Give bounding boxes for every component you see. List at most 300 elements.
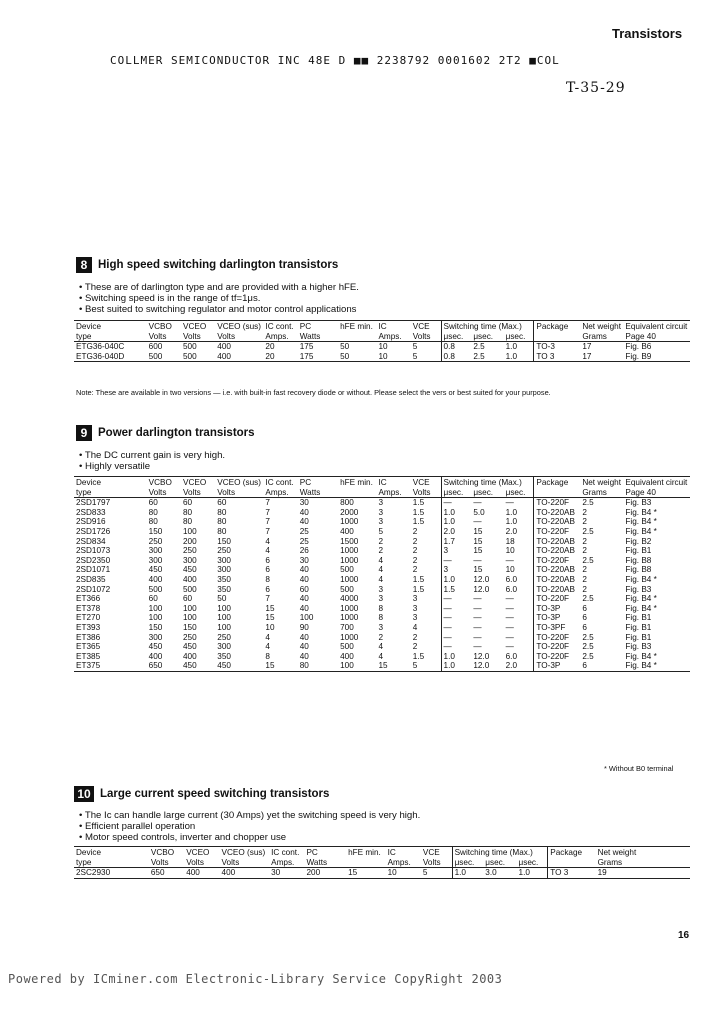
table-row (74, 594, 690, 604)
table-cell: 150 (148, 526, 163, 536)
table-cell: 3 (378, 584, 384, 594)
table-cell: 1.0 (443, 507, 455, 517)
unit-volts: Volts (182, 331, 201, 341)
unit-volts: Volts (150, 857, 169, 867)
th-ic2: IC (378, 478, 387, 487)
table-row (74, 633, 690, 643)
table-cell: 100 (182, 526, 197, 536)
table-cell: 6 (265, 584, 270, 594)
unit-volts: Volts (217, 331, 236, 341)
table-cell: 25 (299, 536, 309, 546)
th-type: type (76, 857, 92, 867)
table-cell: 2 (582, 546, 587, 556)
table-row (74, 604, 690, 614)
table-cell: 350 (217, 584, 231, 594)
table-cell: TO-220AB (536, 565, 575, 575)
table-cell: 500 (340, 584, 354, 594)
unit-amps: Amps. (265, 331, 289, 341)
table-cell: 2000 (340, 507, 359, 517)
table-cell: 12.0 (473, 574, 490, 584)
table-cell: 1.0 (443, 517, 455, 527)
table-cell: 1.5 (411, 652, 441, 662)
th-vce: VCE (411, 321, 441, 332)
unit-usec: μsec. (485, 857, 506, 867)
table-cell: — (473, 517, 482, 527)
table-cell: 50 (340, 342, 350, 352)
table-cell: 15 (473, 536, 483, 546)
table-cell: Fig. B9 (625, 351, 652, 361)
table-cell: 7 (265, 507, 270, 517)
table-cell: 400 (217, 342, 231, 352)
bullet: • Switching speed is in the range of tf=1μs. (79, 293, 261, 304)
table-cell: 6.0 (504, 575, 534, 585)
table-cell: 500 (340, 565, 354, 575)
table-cell: Fig. B4 * (625, 651, 657, 661)
table-row (74, 537, 690, 547)
table-cell: 500 (148, 351, 163, 361)
table-cell: 7 (265, 517, 270, 527)
table-cell: 2 (582, 574, 587, 584)
unit-watts: Watts (299, 331, 321, 341)
table-cell: 2 (582, 584, 587, 594)
table-cell: Fig. B4 * (625, 517, 657, 527)
table-cell: 2.5 (582, 642, 594, 652)
th-vceo-sus: VCEO (sus) (221, 848, 266, 857)
table-cell: 6 (582, 603, 587, 613)
table-cell: 3 (411, 613, 441, 623)
table-cell: 1000 (340, 574, 359, 584)
table-cell: 4 (265, 546, 270, 556)
table-cell: 18 (504, 537, 534, 547)
table-cell: 6.0 (504, 585, 534, 595)
table-cell: TO-220AB (536, 546, 575, 556)
table-cell: 250 (217, 546, 231, 556)
table-cell: 350 (217, 574, 231, 584)
category-title: Transistors (612, 26, 683, 41)
unit-usec: μsec. (517, 858, 548, 868)
table-cell: ET270 (76, 613, 101, 623)
table-cell: 7 (265, 498, 270, 508)
unit-volts: Volts (221, 857, 240, 867)
th-vceo-sus: VCEO (sus) (217, 322, 261, 331)
table-cell: 100 (182, 613, 197, 623)
table-cell: 100 (148, 613, 163, 623)
table-cell: 3 (378, 517, 384, 527)
table-cell: 4 (378, 565, 384, 575)
th-vceo: VCEO (182, 478, 207, 487)
table-cell: ETG36-040D (76, 351, 125, 361)
table-cell: 40 (299, 574, 309, 584)
table-cell: — (473, 642, 482, 652)
table-cell: 3 (378, 622, 384, 632)
table-cell: 2.5 (582, 555, 594, 565)
table-cell: Fig. B1 (625, 632, 652, 642)
table-row (74, 661, 690, 671)
table-cell: — (443, 622, 452, 632)
section-8-bullets (79, 282, 359, 315)
table-cell: 10 (387, 868, 397, 878)
table-cell: 150 (182, 622, 197, 632)
table-cell: 5 (421, 868, 452, 879)
table-cell: TO-220AB (536, 584, 575, 594)
table-cell: 4000 (340, 594, 359, 604)
table-cell: 1.5 (443, 584, 455, 594)
table-cell: 7 (265, 526, 270, 536)
th-pc: PC (299, 478, 312, 487)
table-cell: 3 (411, 604, 441, 614)
table-cell: 2.0 (504, 527, 534, 537)
table-cell: 10 (504, 546, 534, 556)
table-cell: 500 (182, 351, 197, 361)
table-cell (640, 868, 690, 879)
table-cell: 500 (340, 642, 354, 652)
table-cell: — (473, 603, 482, 613)
th-vceo: VCEO (182, 322, 207, 331)
table-cell: 100 (182, 603, 197, 613)
th-package: Package (550, 848, 583, 857)
table-cell: 2SD2350 (76, 555, 111, 565)
table-cell: TO-220F (536, 594, 570, 604)
table-cell: 400 (182, 651, 197, 661)
table-cell: 800 (340, 498, 354, 508)
table-cell: 2 (582, 517, 587, 527)
table-cell: TO-3P (536, 613, 561, 623)
table-row (74, 575, 690, 585)
table-cell: — (443, 603, 452, 613)
section-10-heading (74, 786, 329, 802)
table-cell: 26 (299, 546, 309, 556)
table-cell: TO-3 (536, 342, 555, 352)
unit-volts: Volts (421, 858, 452, 868)
th-device: Device (76, 848, 102, 857)
table-cell: 12.0 (473, 661, 490, 671)
table-cell: 2SD916 (76, 517, 106, 527)
th-vceo: VCEO (186, 848, 210, 857)
table-cell: 2.0 (504, 661, 534, 671)
table-cell: — (473, 622, 482, 632)
table-cell: 150 (217, 536, 231, 546)
table-cell: TO-220F (536, 498, 570, 508)
table-cell: 1.0 (454, 868, 466, 878)
table-cell: 60 (182, 594, 193, 604)
table-cell: — (473, 594, 482, 604)
table-cell: 1.0 (443, 651, 455, 661)
table-cell: 3 (443, 565, 449, 575)
table-cell: 30 (271, 868, 281, 878)
table-cell: 175 (299, 342, 314, 352)
table-cell: TO-220AB (536, 574, 575, 584)
th-hfe: hFE min. (340, 478, 373, 487)
th-package: Package (536, 478, 569, 487)
table-cell: 2SD833 (76, 507, 106, 517)
table-cell: 450 (182, 661, 197, 671)
table-cell: 90 (299, 622, 309, 632)
table-cell: Fig. B4 * (625, 526, 657, 536)
company-line: COLLMER SEMICONDUCTOR INC 48E D ■■ 2238792 0001602 2T2 ■COL (110, 54, 560, 67)
unit-usec: μsec. (504, 488, 534, 498)
table-cell: 50 (340, 351, 350, 361)
table-cell: 8 (378, 603, 384, 613)
th-ic: IC cont. (265, 322, 294, 331)
unit-usec: μsec. (443, 331, 464, 341)
table-cell: — (504, 613, 534, 623)
table-cell: TO-220F (536, 526, 570, 536)
table-row (74, 527, 690, 537)
table-cell: — (473, 613, 482, 623)
table-cell: TO 3 (550, 868, 569, 878)
table-cell: 80 (299, 661, 309, 671)
unit-volts: Volts (217, 487, 236, 497)
section-8-rows (74, 342, 690, 362)
table-cell: 80 (217, 526, 227, 536)
table-cell: Fig. B3 (625, 642, 652, 652)
table-cell: — (473, 555, 482, 565)
table-cell: Fig. B3 (625, 584, 652, 594)
th-pc: PC (306, 848, 318, 857)
table-cell: 60 (299, 584, 309, 594)
section-number: 10 (74, 786, 94, 802)
table-cell: 80 (182, 507, 193, 517)
unit-amps: Amps. (271, 857, 295, 867)
table-row (74, 508, 690, 518)
section-8-heading (76, 257, 338, 273)
table-row (74, 623, 690, 633)
table-cell: 350 (217, 651, 231, 661)
th-switching: Switching time (Max.) (452, 847, 548, 858)
table-cell: 3 (378, 507, 384, 517)
table-cell: 40 (299, 632, 309, 642)
handwritten-code: T-35-29 (566, 80, 626, 96)
th-type: type (76, 487, 92, 497)
th-ic2: IC (387, 848, 396, 857)
table-cell: 5 (378, 526, 384, 536)
table-cell: 1.0 (504, 342, 534, 352)
table-cell: 175 (299, 351, 314, 361)
table-cell: Fig. B4 * (625, 594, 657, 604)
table-cell: 2.5 (582, 526, 594, 536)
table-cell: 100 (217, 613, 231, 623)
th-vceo-sus: VCEO (sus) (217, 478, 261, 487)
unit-page: Page 40 (625, 487, 656, 497)
unit-grams: Grams (597, 857, 623, 867)
table-cell: 250 (148, 536, 163, 546)
table-cell: 2 (378, 536, 384, 546)
table-cell: 60 (148, 498, 158, 508)
bullet: • The Ic can handle large current (30 Amps) yet the switching speed is very high. (79, 810, 421, 821)
table-row (74, 585, 690, 595)
table-cell: 400 (217, 351, 231, 361)
table-cell: 60 (182, 498, 193, 508)
table-cell: TO-220AB (536, 507, 575, 517)
th-hfe: hFE min. (348, 848, 381, 857)
table-cell: 20 (265, 351, 275, 361)
table-cell: 300 (217, 565, 231, 575)
th-device: Device (76, 478, 102, 487)
table-row (74, 546, 690, 556)
table-cell: ET375 (76, 661, 101, 671)
table-cell: 1.0 (443, 661, 455, 671)
table-cell: 2 (411, 633, 441, 643)
table-cell: ET386 (76, 632, 101, 642)
table-cell: 1.0 (517, 868, 548, 879)
table-cell: 2SD1072 (76, 584, 111, 594)
section-10-bullets (79, 810, 420, 843)
table-cell: 15 (265, 661, 275, 671)
unit-volts: Volts (182, 487, 201, 497)
th-switching: Switching time (Max.) (441, 477, 534, 488)
table-cell: 450 (182, 565, 197, 575)
table-cell: 25 (299, 526, 309, 536)
unit-watts: Watts (299, 487, 321, 497)
table-cell: 10 (378, 342, 388, 352)
table-cell: 40 (299, 642, 309, 652)
table-cell: 20 (265, 342, 275, 352)
table-cell: 300 (148, 546, 163, 556)
table-cell: Fig. B4 * (625, 574, 657, 584)
table-cell: 2 (582, 507, 587, 517)
table-cell: TO-220F (536, 555, 570, 565)
section-title: Large current speed switching transistors (100, 788, 330, 800)
bullet: • Motor speed controls, inverter and chopper use (79, 832, 287, 843)
table-cell: 60 (148, 594, 158, 604)
table-cell: 2 (411, 546, 441, 556)
section-title: High speed switching darlington transistors (98, 259, 339, 271)
table-cell: 150 (148, 622, 163, 632)
table-cell: 400 (340, 651, 354, 661)
unit-amps: Amps. (378, 487, 402, 497)
table-cell: 1.5 (411, 508, 441, 518)
table-cell: 4 (378, 555, 384, 565)
table-cell: 450 (217, 661, 231, 671)
table-cell: 400 (148, 651, 163, 661)
table-cell: 100 (299, 613, 314, 623)
table-cell: 2SD835 (76, 574, 106, 584)
table-cell: 2 (411, 537, 441, 547)
section-9-heading (76, 425, 255, 441)
table-cell: 15 (473, 565, 483, 575)
table-row (74, 352, 690, 362)
table-cell: 3 (443, 546, 449, 556)
table-cell: 1.5 (411, 517, 441, 527)
table-cell: ETG36-040C (76, 342, 125, 352)
table-cell: 2 (582, 565, 587, 575)
table-cell: — (443, 613, 452, 623)
table-cell: 60 (217, 498, 227, 508)
table-cell: 100 (217, 603, 231, 613)
table-cell: 3 (411, 594, 441, 604)
th-package: Package (536, 322, 569, 331)
table-cell: 400 (182, 574, 197, 584)
table-cell: Fig. B6 (625, 342, 652, 352)
page-number: 16 (678, 930, 690, 941)
table-cell: 1000 (340, 546, 359, 556)
table-cell: 4 (265, 632, 270, 642)
table-cell: 5 (411, 352, 441, 362)
table-cell: 2.5 (582, 632, 594, 642)
table-cell: TO-220F (536, 651, 570, 661)
table-cell: 4 (265, 642, 270, 652)
table-cell: 15 (473, 546, 483, 556)
section-9-bullets (79, 450, 225, 472)
th-pc: PC (299, 322, 312, 331)
table-cell: 400 (186, 868, 200, 878)
table-cell: 1.0 (443, 574, 455, 584)
unit-grams: Grams (582, 487, 607, 497)
table-cell: 0.8 (443, 342, 455, 352)
section-title: Power darlington transistors (98, 427, 255, 439)
unit-watts: Watts (306, 857, 328, 867)
table-cell: 8 (265, 651, 270, 661)
th-ic: IC cont. (265, 478, 294, 487)
unit-volts: Volts (186, 857, 204, 867)
table-cell: 250 (182, 632, 197, 642)
table-cell: TO-220AB (536, 536, 575, 546)
section-number: 9 (76, 425, 92, 441)
table-cell: 300 (217, 555, 231, 565)
table-cell: 10 (265, 622, 275, 632)
table-cell: 6 (265, 565, 270, 575)
table-row (74, 613, 690, 623)
table-cell: TO-3P (536, 603, 561, 613)
table-cell: 1000 (340, 603, 359, 613)
table-cell: 5 (411, 342, 441, 352)
table-cell: 1500 (340, 536, 359, 546)
table-cell: 250 (217, 632, 231, 642)
section-9-footnote: * Without B0 terminal (604, 764, 674, 773)
table-cell: — (504, 604, 534, 614)
unit-page: Page 40 (625, 331, 656, 341)
table-cell: 80 (148, 507, 158, 517)
table-cell: 0.8 (443, 351, 455, 361)
table-cell: 1.0 (504, 508, 534, 518)
table-cell: 2SD1073 (76, 546, 111, 556)
th-type: type (76, 331, 92, 341)
section-8-table (74, 320, 690, 362)
table-cell: 100 (340, 661, 354, 671)
table-cell: 6 (265, 555, 270, 565)
table-cell: Fig. B2 (625, 536, 652, 546)
table-cell: 500 (182, 584, 197, 594)
table-cell: 1000 (340, 632, 359, 642)
table-cell: 700 (340, 622, 354, 632)
unit-usec: μsec. (443, 487, 464, 497)
table-cell: 12.0 (473, 651, 490, 661)
table-cell: ET365 (76, 642, 101, 652)
table-cell: 80 (217, 507, 227, 517)
table-cell: 1000 (340, 555, 359, 565)
table-cell: Fig. B8 (625, 555, 652, 565)
table-cell: 300 (148, 555, 163, 565)
table-cell: — (504, 633, 534, 643)
th-vce: VCE (421, 847, 452, 858)
table-cell: 6 (582, 661, 587, 671)
th-switching: Switching time (Max.) (441, 321, 534, 332)
table-cell: — (504, 642, 534, 652)
table-cell: — (443, 555, 452, 565)
table-cell: — (504, 556, 534, 566)
table-cell: TO-3PF (536, 622, 566, 632)
table-cell: TO 3 (536, 351, 555, 361)
table-cell: 650 (150, 868, 165, 878)
table-cell: — (504, 498, 534, 508)
table-cell: 450 (148, 565, 163, 575)
table-cell: — (443, 642, 452, 652)
table-cell: 5 (411, 661, 441, 671)
th-vcbo: VCBO (150, 848, 175, 857)
th-device: Device (76, 322, 102, 331)
table-row (74, 868, 690, 879)
table-cell: 250 (182, 546, 197, 556)
